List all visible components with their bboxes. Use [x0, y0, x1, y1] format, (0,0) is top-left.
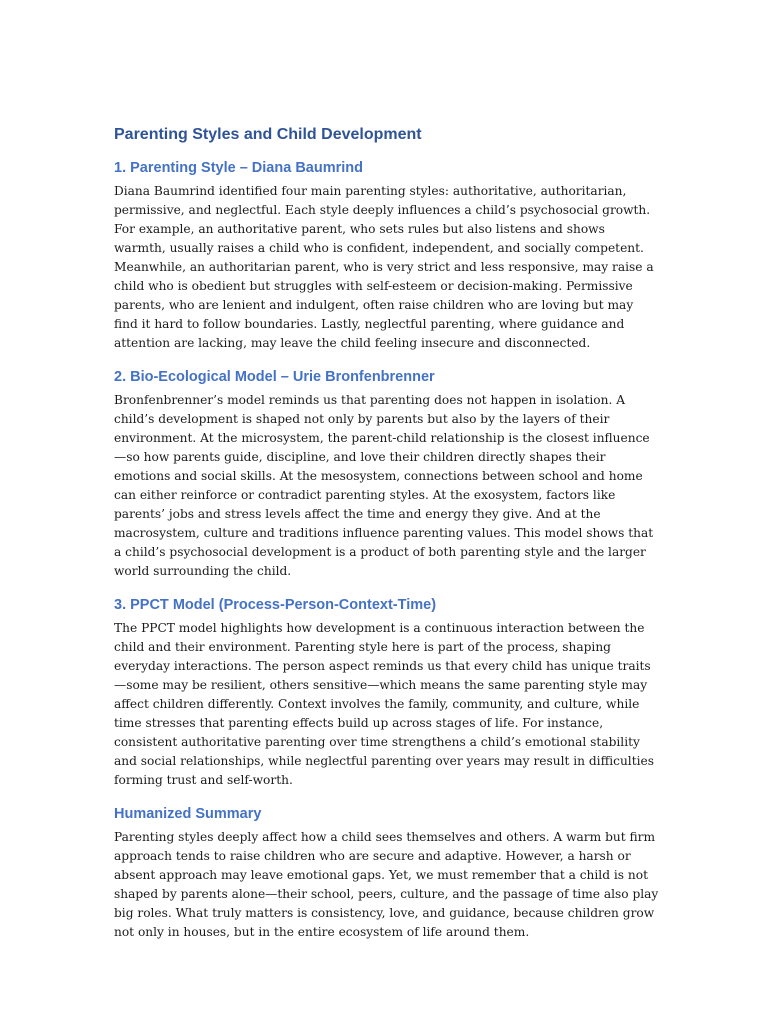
document-page [114, 124, 660, 956]
section-body-baumrind: Diana Baumrind identified four main parenting styles: authoritative, authoritarian, permissive, and neglectful. Each style deeply influences a child’s psychosocial growth. For example, an authoritative parent, who sets rules but also listens and shows warmth, usually raises a child who is confident, independent, and socially competent. Meanwhile, an authoritarian parent, who is very strict and less responsive, may raise a child who is obedient but struggles with self-esteem or decision-making. Permissive parents, who are lenient and indulgent, often raise children who are loving but may find it hard to follow boundaries. Lastly, neglectful parenting, where guidance and attention are lacking, may leave the child feeling insecure and disconnected. [114, 184, 654, 350]
section-heading-ppct: 3. PPCT Model (Process-Person-Context-Time) [114, 597, 437, 613]
section-body-bronfenbrenner: Bronfenbrenner’s model reminds us that parenting does not happen in isolation. A child’s development is shaped not only by parents but also by the layers of their environment. At the microsystem, the parent-child relationship is the closest influence—so how parents guide, discipline, and love their children directly shapes their emotions and social skills. At the mesosystem, connections between school and home can either reinforce or contradict parenting styles. At the exosystem, factors like parents’ jobs and stress levels affect the time and energy they give. And at the macrosystem, culture and traditions influence parenting values. This model shows that a child’s psychosocial development is a product of both parenting style and the larger world surrounding the child. [114, 393, 654, 578]
section-heading-bronfenbrenner: 2. Bio-Ecological Model – Urie Bronfenbrenner [114, 369, 435, 385]
section-heading-summary: Humanized Summary [114, 806, 262, 822]
section-body-ppct: The PPCT model highlights how development is a continuous interaction between the child and their environment. Parenting style here is part of the process, shaping everyday interactions. The person aspect reminds us that every child has unique traits—some may be resilient, others sensitive—which means the same parenting style may affect children differently. Context involves the family, community, and culture, while time stresses that parenting effects build up across stages of life. For instance, consistent authoritative parenting over time strengthens a child’s emotional stability and social relationships, while neglectful parenting over years may result in difficulties forming trust and self-worth. [114, 621, 654, 787]
section-body-summary: Parenting styles deeply affect how a child sees themselves and others. A warm but firm approach tends to raise children who are secure and adaptive. However, a harsh or absent approach may leave emotional gaps. Yet, we must remember that a child is not shaped by parents alone—their school, peers, culture, and the passage of time also play big roles. What truly matters is consistency, love, and guidance, because children grow not only in houses, but in the entire ecosystem of life around them. [114, 830, 659, 939]
document-title: Parenting Styles and Child Development [114, 126, 422, 143]
section-heading-baumrind: 1. Parenting Style – Diana Baumrind [114, 160, 363, 176]
